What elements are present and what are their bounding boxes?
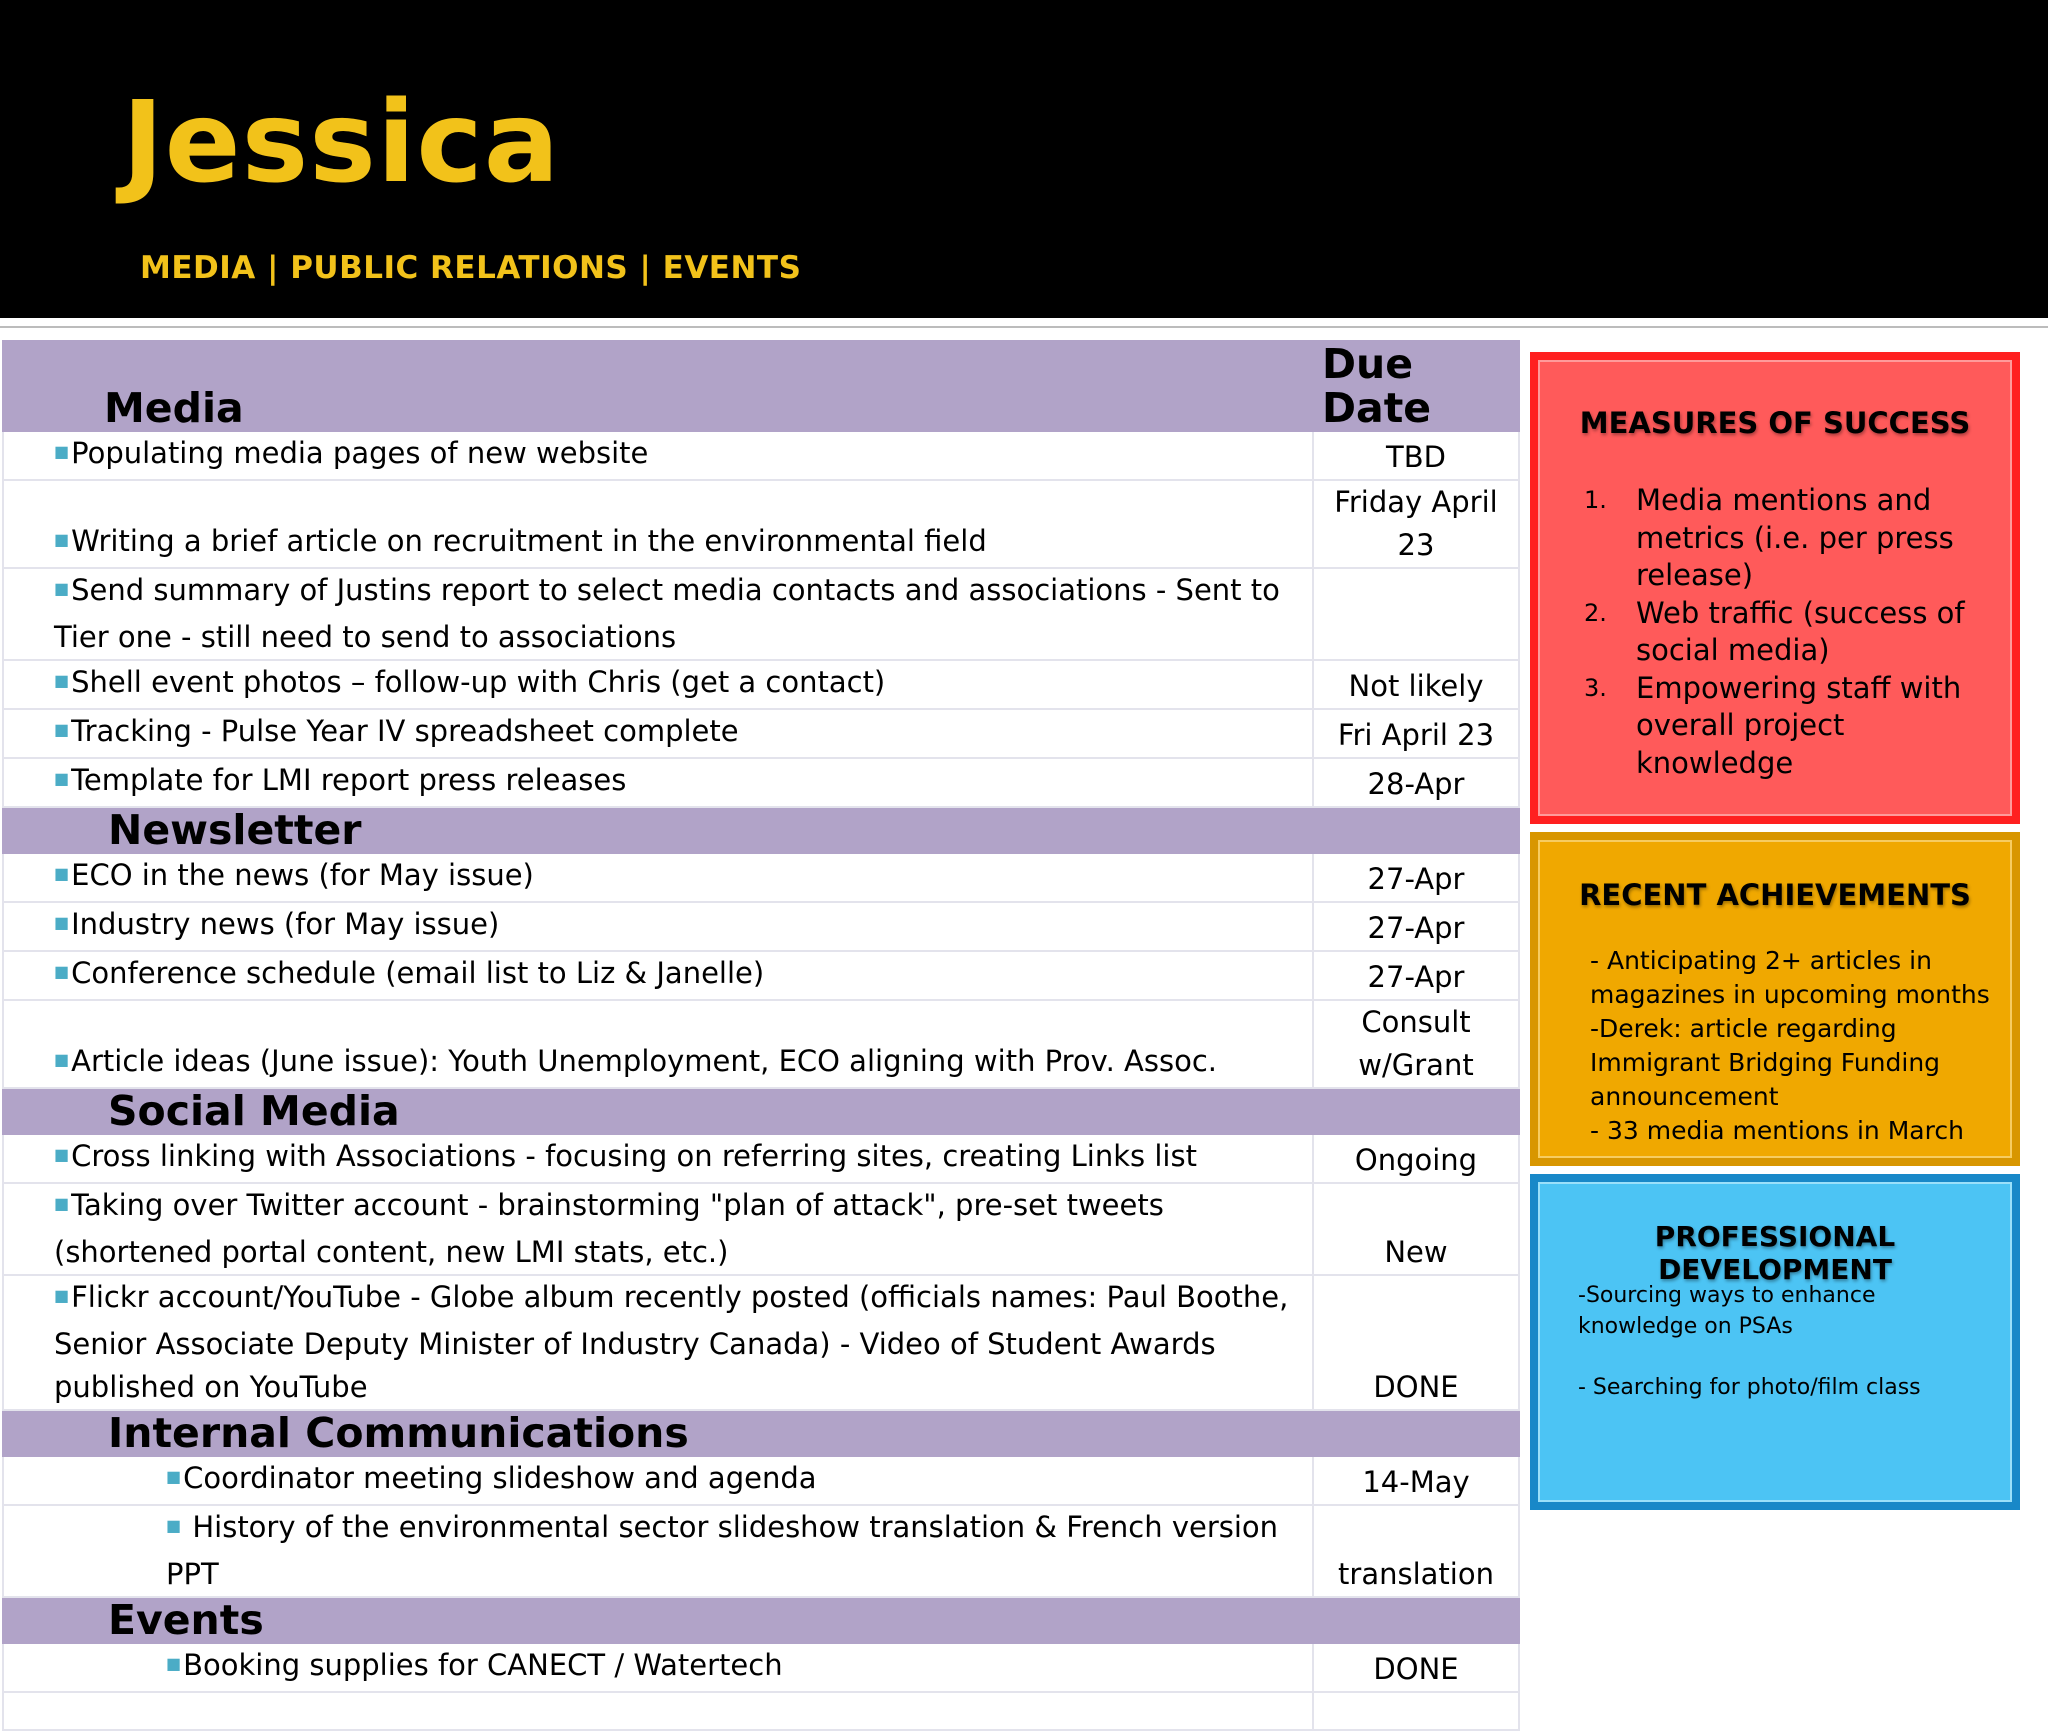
task-cell <box>3 431 1313 480</box>
task-cell <box>3 1134 1313 1183</box>
box-inner <box>1538 840 2012 1158</box>
list-item <box>1584 482 2000 595</box>
task-cell <box>3 1643 1313 1692</box>
task-text: Populating media pages of new website <box>71 436 649 470</box>
table-row <box>3 480 1519 568</box>
table-row <box>3 951 1519 1000</box>
due-cell: 14-May <box>1313 1456 1519 1505</box>
task-cell <box>3 709 1313 758</box>
list-text: Web traffic (success of social media) <box>1636 595 1965 667</box>
square-bullet-icon: ■ <box>54 913 70 932</box>
list-item: -Derek: article regarding Immigrant Bridging Funding announcement <box>1590 1014 1941 1111</box>
task-text: ECO in the news (for May issue) <box>71 858 534 892</box>
box-inner <box>1538 360 2012 816</box>
list-item: -Sourcing ways to enhance knowledge on PSAs <box>1578 1283 1876 1339</box>
square-bullet-icon: ■ <box>166 1516 182 1535</box>
square-bullet-icon: ■ <box>54 1194 70 1213</box>
square-bullet-icon: ■ <box>54 1050 70 1069</box>
due-cell: Friday April 23 <box>1313 480 1519 568</box>
due-cell <box>1313 568 1519 660</box>
due-date-header: Due Date <box>1313 341 1519 431</box>
header-divider <box>0 318 2048 328</box>
square-bullet-icon: ■ <box>166 1654 182 1673</box>
task-cell <box>3 568 1313 660</box>
task-text: Writing a brief article on recruitment in the environmental field <box>71 524 987 558</box>
empty-cell <box>3 1692 1313 1730</box>
section-title: Media <box>3 341 1313 431</box>
task-cell <box>3 1275 1313 1410</box>
due-cell: Fri April 23 <box>1313 709 1519 758</box>
task-cell <box>3 660 1313 709</box>
development-list <box>1578 1280 2000 1403</box>
section-title: Newsletter <box>3 807 1313 853</box>
box-title: RECENT ACHIEVEMENTS <box>1579 878 1971 912</box>
due-cell: DONE <box>1313 1275 1519 1410</box>
section-header-internal-communications <box>3 1410 1519 1456</box>
task-cell <box>3 1000 1313 1088</box>
task-text: Industry news (for May issue) <box>71 907 500 941</box>
section-spacer <box>1313 1410 1519 1456</box>
section-spacer <box>1313 1597 1519 1643</box>
section-header-social-media <box>3 1088 1519 1134</box>
square-bullet-icon: ■ <box>54 720 70 739</box>
slide-subtitle: MEDIA | PUBLIC RELATIONS | EVENTS <box>140 250 802 286</box>
due-cell: 27-Apr <box>1313 853 1519 902</box>
list-number: 1. <box>1584 486 1607 514</box>
task-cell <box>3 758 1313 807</box>
square-bullet-icon: ■ <box>54 442 70 461</box>
task-text: Booking supplies for CANECT / Watertech <box>183 1648 783 1682</box>
due-cell: translation <box>1313 1505 1519 1597</box>
task-text: Taking over Twitter account - brainstorming "plan of attack", pre-set tweets (shortened portal content, new LMI stats, etc.) <box>54 1188 1164 1269</box>
empty-cell <box>1313 1692 1519 1730</box>
square-bullet-icon: ■ <box>54 1286 70 1305</box>
section-header-media <box>3 341 1519 431</box>
slide-header <box>0 0 2048 318</box>
section-title: Social Media <box>3 1088 1313 1134</box>
measures-of-success-box <box>1530 352 2020 824</box>
list-item <box>1584 670 2000 783</box>
square-bullet-icon: ■ <box>54 864 70 883</box>
recent-achievements-box <box>1530 832 2020 1166</box>
due-cell: DONE <box>1313 1643 1519 1692</box>
table-row <box>3 660 1519 709</box>
section-title: Internal Communications <box>3 1410 1313 1456</box>
task-text: Conference schedule (email list to Liz & Janelle) <box>71 956 765 990</box>
professional-development-box <box>1530 1174 2020 1510</box>
due-cell: 28-Apr <box>1313 758 1519 807</box>
task-text: Article ideas (June issue): Youth Unemployment, ECO aligning with Prov. Assoc. <box>71 1044 1217 1078</box>
box-inner <box>1538 1182 2012 1502</box>
table-row <box>3 1505 1519 1597</box>
box-title: PROFESSIONAL DEVELOPMENT <box>1654 1220 1896 1286</box>
due-cell: 27-Apr <box>1313 902 1519 951</box>
square-bullet-icon: ■ <box>54 579 70 598</box>
section-title: Events <box>3 1597 1313 1643</box>
due-cell: Consult w/Grant <box>1313 1000 1519 1088</box>
table-row <box>3 1000 1519 1088</box>
square-bullet-icon: ■ <box>54 671 70 690</box>
table-row <box>3 568 1519 660</box>
task-table <box>2 340 1520 1731</box>
table-row <box>3 1183 1519 1275</box>
achievements-list <box>1590 944 2000 1148</box>
task-text: Send summary of Justins report to select media contacts and associations - Sent to Tier one - still need to send to associations <box>54 573 1280 654</box>
task-cell <box>3 951 1313 1000</box>
square-bullet-icon: ■ <box>54 1145 70 1164</box>
table-row <box>3 902 1519 951</box>
table-row <box>3 1456 1519 1505</box>
table-row-empty <box>3 1692 1519 1730</box>
table-row <box>3 431 1519 480</box>
list-item: - Searching for photo/film class <box>1578 1375 1921 1400</box>
square-bullet-icon: ■ <box>54 962 70 981</box>
table-row <box>3 1643 1519 1692</box>
square-bullet-icon: ■ <box>166 1467 182 1486</box>
task-text: Tracking - Pulse Year IV spreadsheet complete <box>71 714 739 748</box>
list-text: Media mentions and metrics (i.e. per press release) <box>1636 483 1954 592</box>
task-text: History of the environmental sector slideshow translation & French version PPT <box>166 1510 1279 1591</box>
slide-title: Jessica <box>122 78 561 208</box>
list-item <box>1584 595 2000 670</box>
task-text: Template for LMI report press releases <box>71 763 627 797</box>
list-text: Empowering staff with overall project knowledge <box>1636 670 1962 780</box>
square-bullet-icon: ■ <box>54 530 70 549</box>
task-cell <box>3 1183 1313 1275</box>
due-cell: Ongoing <box>1313 1134 1519 1183</box>
due-cell: TBD <box>1313 431 1519 480</box>
table-row <box>3 1134 1519 1183</box>
section-header-events <box>3 1597 1519 1643</box>
table-row <box>3 758 1519 807</box>
list-item: - 33 media mentions in March <box>1590 1116 1964 1145</box>
square-bullet-icon: ■ <box>54 769 70 788</box>
section-spacer <box>1313 1088 1519 1134</box>
task-text: Cross linking with Associations - focusing on referring sites, creating Links list <box>71 1139 1197 1173</box>
section-header-newsletter <box>3 807 1519 853</box>
list-number: 2. <box>1584 598 1607 627</box>
task-text: Flickr account/YouTube - Globe album recently posted (officials names: Paul Boothe, Senior Associate Deputy Minister of Industry Canada) - Video of Student Awards published on YouTube <box>54 1280 1289 1404</box>
measures-list <box>1584 482 2000 782</box>
due-cell: New <box>1313 1183 1519 1275</box>
due-cell: Not likely <box>1313 660 1519 709</box>
task-cell <box>3 1505 1313 1597</box>
box-title: MEASURES OF SUCCESS <box>1579 406 1971 440</box>
list-number: 3. <box>1584 673 1607 702</box>
table-row <box>3 853 1519 902</box>
task-cell <box>3 853 1313 902</box>
task-cell <box>3 480 1313 568</box>
section-spacer <box>1313 807 1519 853</box>
task-text: Shell event photos – follow-up with Chris (get a contact) <box>71 665 886 699</box>
table-row <box>3 1275 1519 1410</box>
task-text: Coordinator meeting slideshow and agenda <box>183 1461 817 1495</box>
task-cell <box>3 1456 1313 1505</box>
list-item: - Anticipating 2+ articles in magazines in upcoming months <box>1590 946 1990 1009</box>
due-cell: 27-Apr <box>1313 951 1519 1000</box>
task-cell <box>3 902 1313 951</box>
table-row <box>3 709 1519 758</box>
